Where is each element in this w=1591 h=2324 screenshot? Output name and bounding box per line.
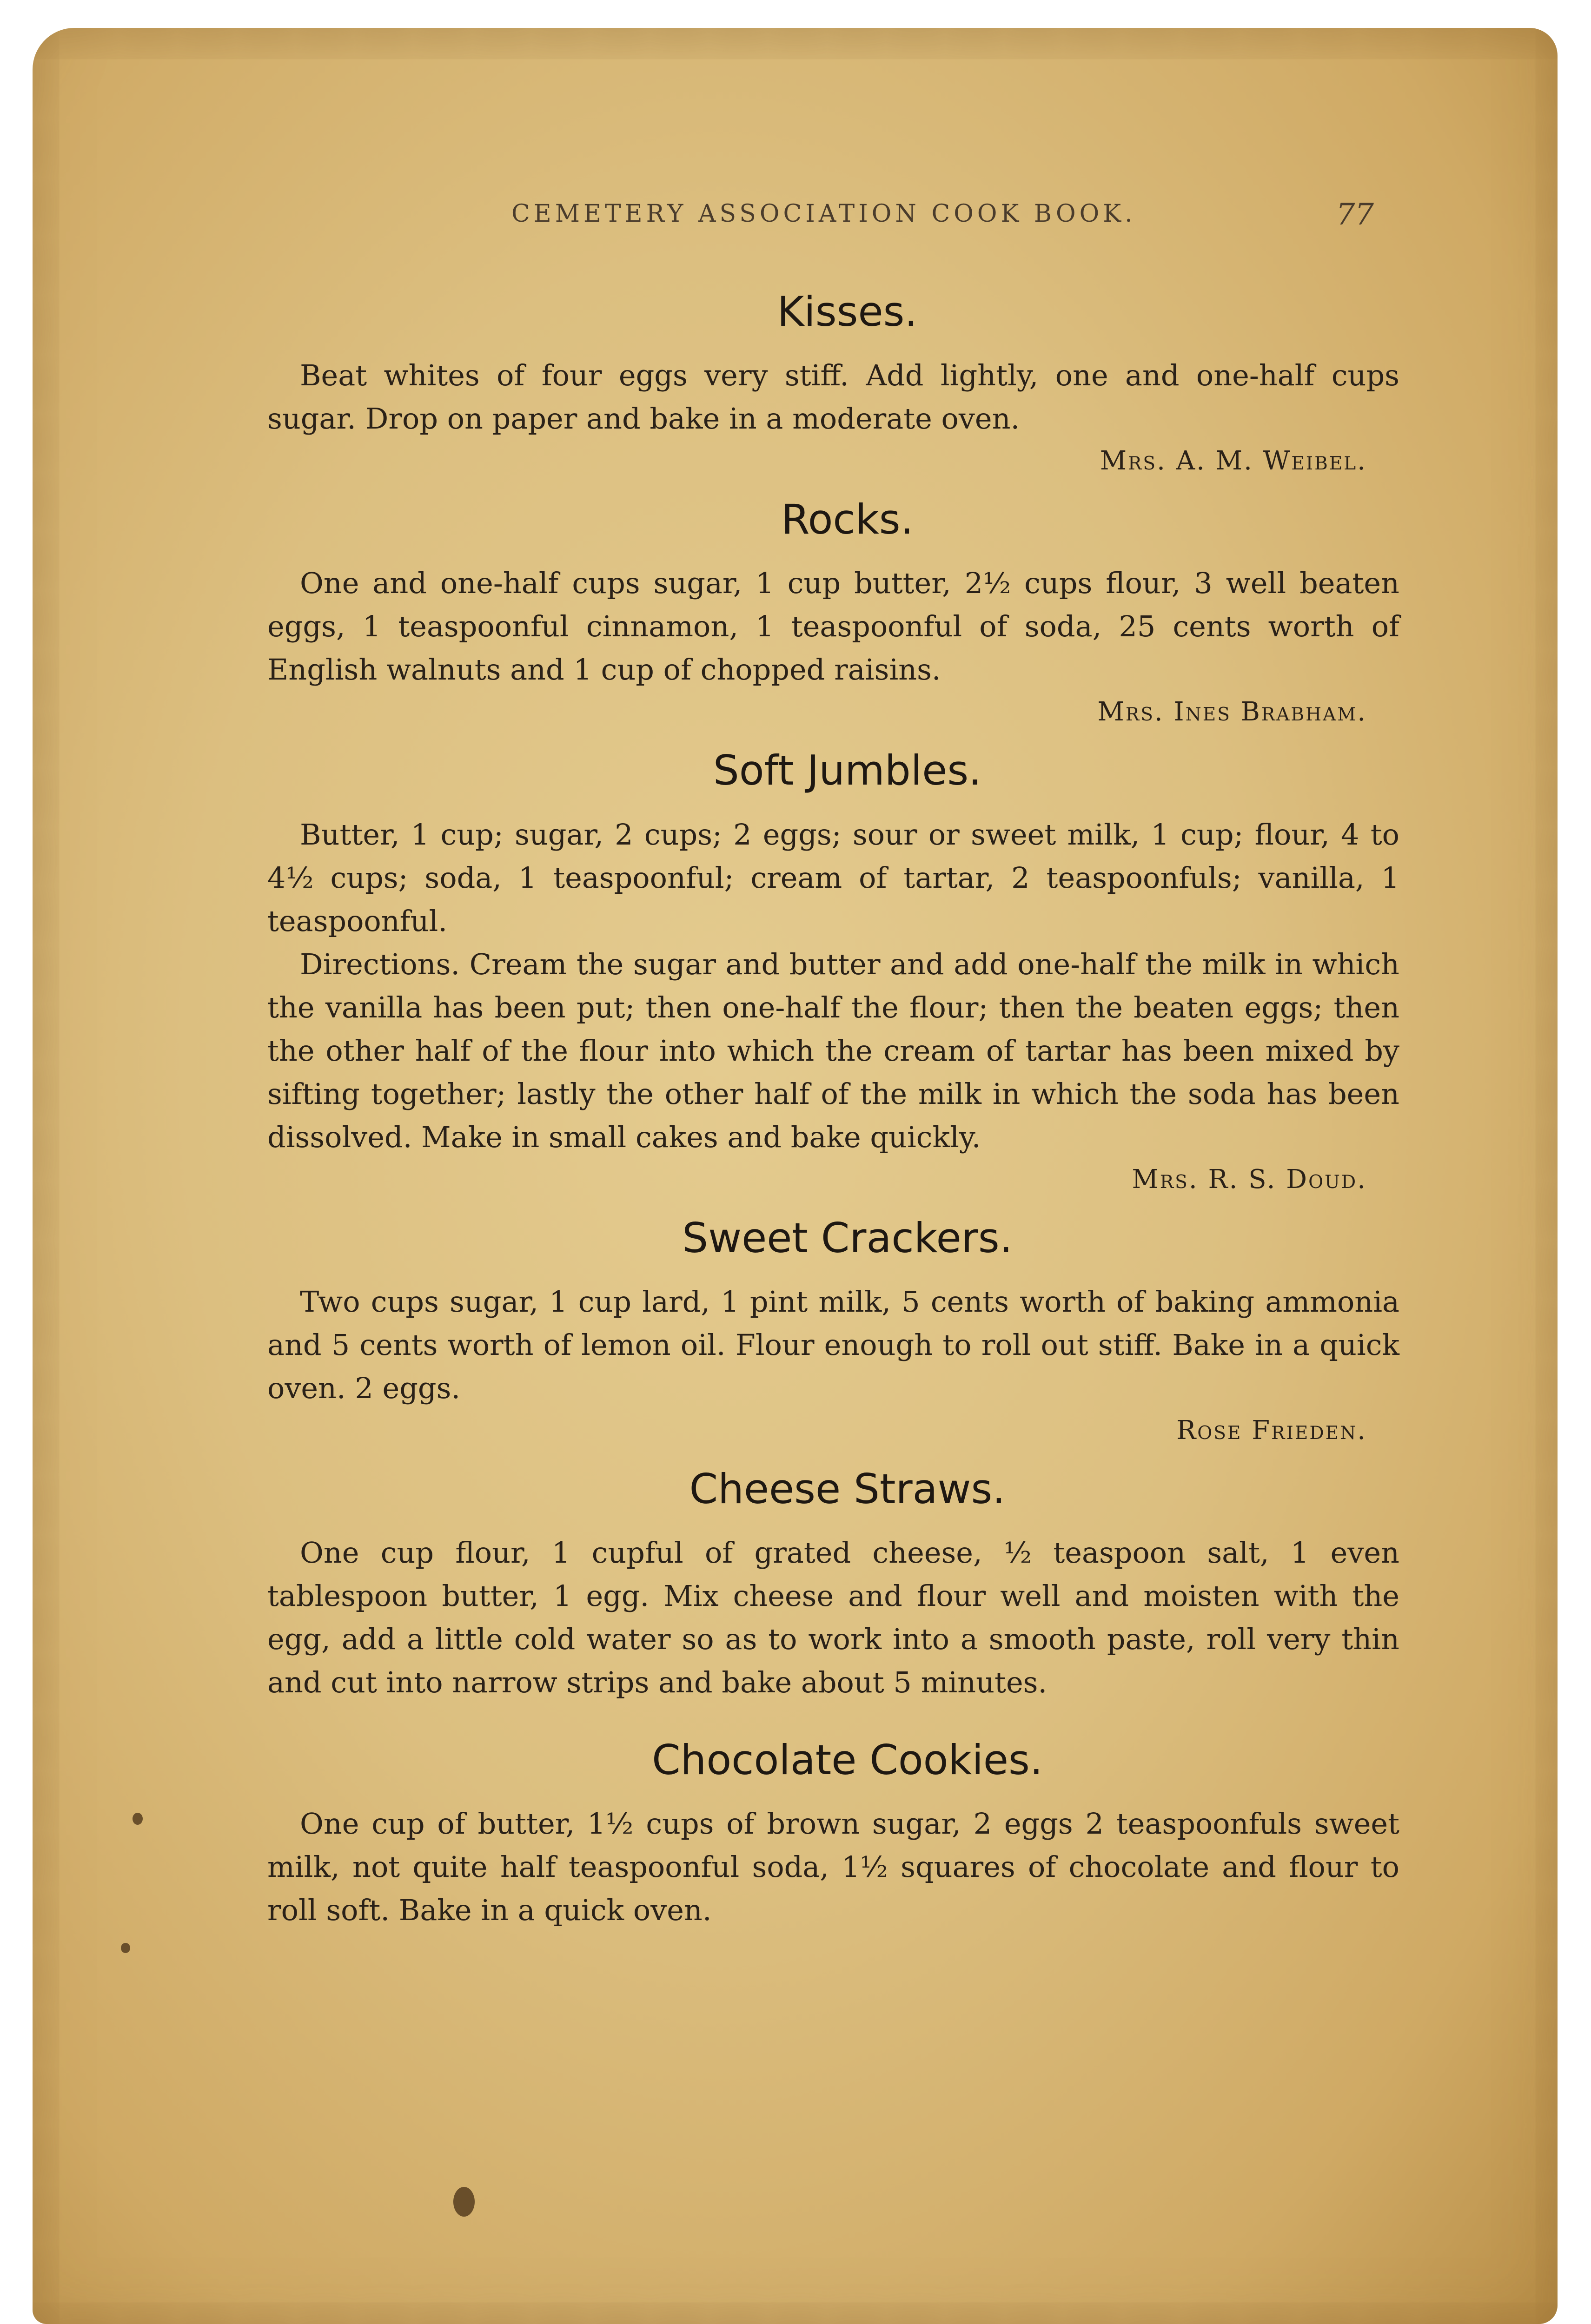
- recipe-list: [267, 288, 1399, 1938]
- book-page: [33, 28, 1558, 2324]
- recipe-ingredients: Butter, 1 cup; sugar, 2 cups; 2 eggs; sour or sweet milk, 1 cup; flour, 4 to 4½ cups; soda, 1 teaspoonful; cream of tartar, 2 teaspoonfuls; vanilla, 1 teaspoonful.: [267, 817, 1399, 938]
- recipe-title: Rocks.: [781, 495, 914, 544]
- recipe-directions: Directions. Cream the sugar and butter and add one-half the milk in which the vanilla has been put; then one-half the flour; then the beaten eggs; then the other half of the flour into which the cream of tartar has been mixed by sifting together; lastly the other half of the milk in which the soda has been dissolved. Make in small cakes and bake quickly.: [267, 947, 1399, 1154]
- recipe-cheese-straws: [267, 1466, 1399, 1704]
- recipe-text: Beat whites of four eggs very stiff. Add lightly, one and one-half cups sugar. Drop on paper and bake in a moderate oven.: [267, 358, 1399, 436]
- recipe-title: Sweet Crackers.: [682, 1214, 1013, 1262]
- recipe-rocks: [267, 496, 1399, 733]
- recipe-title: Chocolate Cookies.: [652, 1736, 1043, 1784]
- recipe-title: Kisses.: [777, 288, 918, 336]
- recipe-soft-jumbles: [267, 747, 1399, 1200]
- recipe-text: One cup flour, 1 cupful of grated cheese, ½ teaspoon salt, 1 even tablespoon butter, 1 egg. Mix cheese and flour well and moisten with the egg, add a little cold water so as to work into a smooth paste, roll very thin and cut into narrow strips and bake about 5 minutes.: [267, 1535, 1399, 1699]
- running-title: CEMETERY ASSOCIATION COOK BOOK.: [511, 200, 1136, 228]
- recipe-title: Cheese Straws.: [689, 1465, 1006, 1513]
- recipe-author: Rose Frieden.: [1176, 1415, 1367, 1446]
- ink-spot: [453, 2187, 475, 2217]
- running-head: [33, 200, 1558, 242]
- recipe-chocolate-cookies: [267, 1736, 1399, 1932]
- recipe-title: Soft Jumbles.: [713, 746, 982, 795]
- page-number: 77: [1336, 198, 1374, 232]
- ink-spot: [133, 1813, 143, 1825]
- recipe-kisses: [267, 288, 1399, 482]
- recipe-text: One cup of butter, 1½ cups of brown sugar, 2 eggs 2 teaspoonfuls sweet milk, not quite half teaspoonful soda, 1½ squares of chocolate and flour to roll soft. Bake in a quick oven.: [267, 1807, 1399, 1928]
- recipe-author: Mrs. R. S. Doud.: [1132, 1164, 1367, 1195]
- recipe-text: One and one-half cups sugar, 1 cup butter, 2½ cups flour, 3 well beaten eggs, 1 teaspoonful cinnamon, 1 teaspoonful of soda, 25 cents worth of English walnuts and 1 cup of chopped raisins.: [267, 566, 1399, 687]
- recipe-author: Mrs. Ines Brabham.: [1097, 697, 1367, 727]
- recipe-author: Mrs. A. M. Weibel.: [1100, 446, 1367, 476]
- ink-spot: [121, 1943, 130, 1953]
- recipe-text: Two cups sugar, 1 cup lard, 1 pint milk, 5 cents worth of baking ammonia and 5 cents worth of lemon oil. Flour enough to roll out stiff. Bake in a quick oven. 2 eggs.: [267, 1284, 1399, 1405]
- recipe-sweet-crackers: [267, 1215, 1399, 1452]
